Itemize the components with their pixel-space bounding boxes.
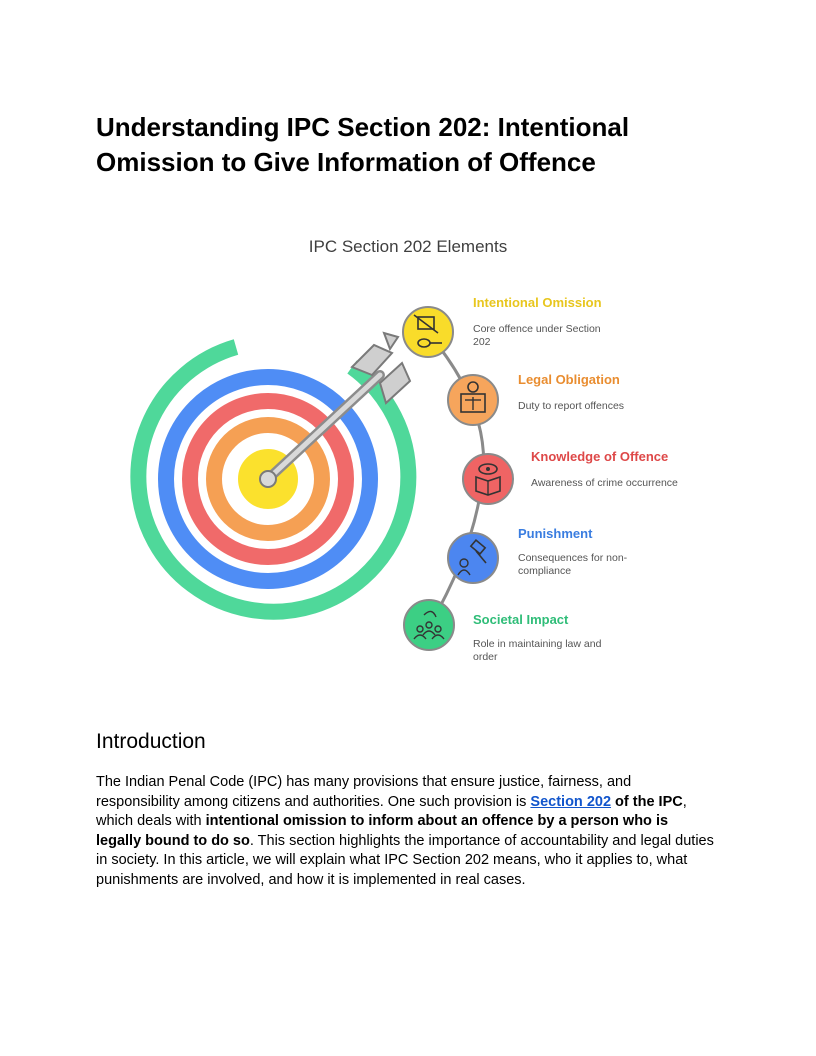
community-icon [404, 600, 454, 650]
intro-text-4: . This section highlights the importance of accountability and legal duties in society. In this article, we will explain what IPC Section 202 means, who it applies to, what punishments are involved, and how it is implemented in real cases. [96, 832, 714, 888]
intro-text-1: The Indian Penal Code (IPC) has many provisions that ensure justice, fairness, and responsibility among citizens and authorities. One such provision is [96, 774, 632, 810]
intro-paragraph [96, 773, 716, 891]
element-title-intentional-omission: Intentional Omission [473, 295, 602, 310]
target-graphic [0, 225, 816, 685]
element-title-legal-obligation: Legal Obligation [518, 372, 620, 387]
eye-book-icon [463, 454, 513, 504]
element-desc-knowledge-of-offence: Awareness of crime occurrence [531, 477, 678, 489]
scales-icon [448, 375, 498, 425]
omission-icon [403, 307, 453, 357]
intro-text-emphasis: intentional omission to inform about an offence by a person who is legally bound to do so [96, 813, 669, 849]
diagram-title: IPC Section 202 Elements [308, 237, 508, 256]
element-title-punishment: Punishment [518, 526, 593, 541]
intro-text-3: , which deals with [96, 793, 687, 830]
element-title-knowledge-of-offence: Knowledge of Offence [531, 449, 669, 464]
page-title: Understanding IPC Section 202: Intentional Omission to Give Information of Offence [96, 112, 630, 177]
element-desc-societal-impact: Role in maintaining law and order [473, 638, 602, 663]
element-desc-legal-obligation: Duty to report offences [518, 400, 625, 412]
ipc-elements-diagram [0, 225, 816, 685]
element-title-societal-impact: Societal Impact [473, 612, 569, 627]
gavel-icon [448, 533, 498, 583]
element-desc-punishment: Consequences for non-compliance [518, 552, 628, 577]
element-desc-intentional-omission: Core offence under Section 202 [473, 323, 601, 348]
intro-text-2: of the IPC [611, 793, 683, 810]
section-202-link[interactable]: Section 202 [530, 793, 612, 810]
section-heading-introduction: Introduction [96, 730, 206, 753]
